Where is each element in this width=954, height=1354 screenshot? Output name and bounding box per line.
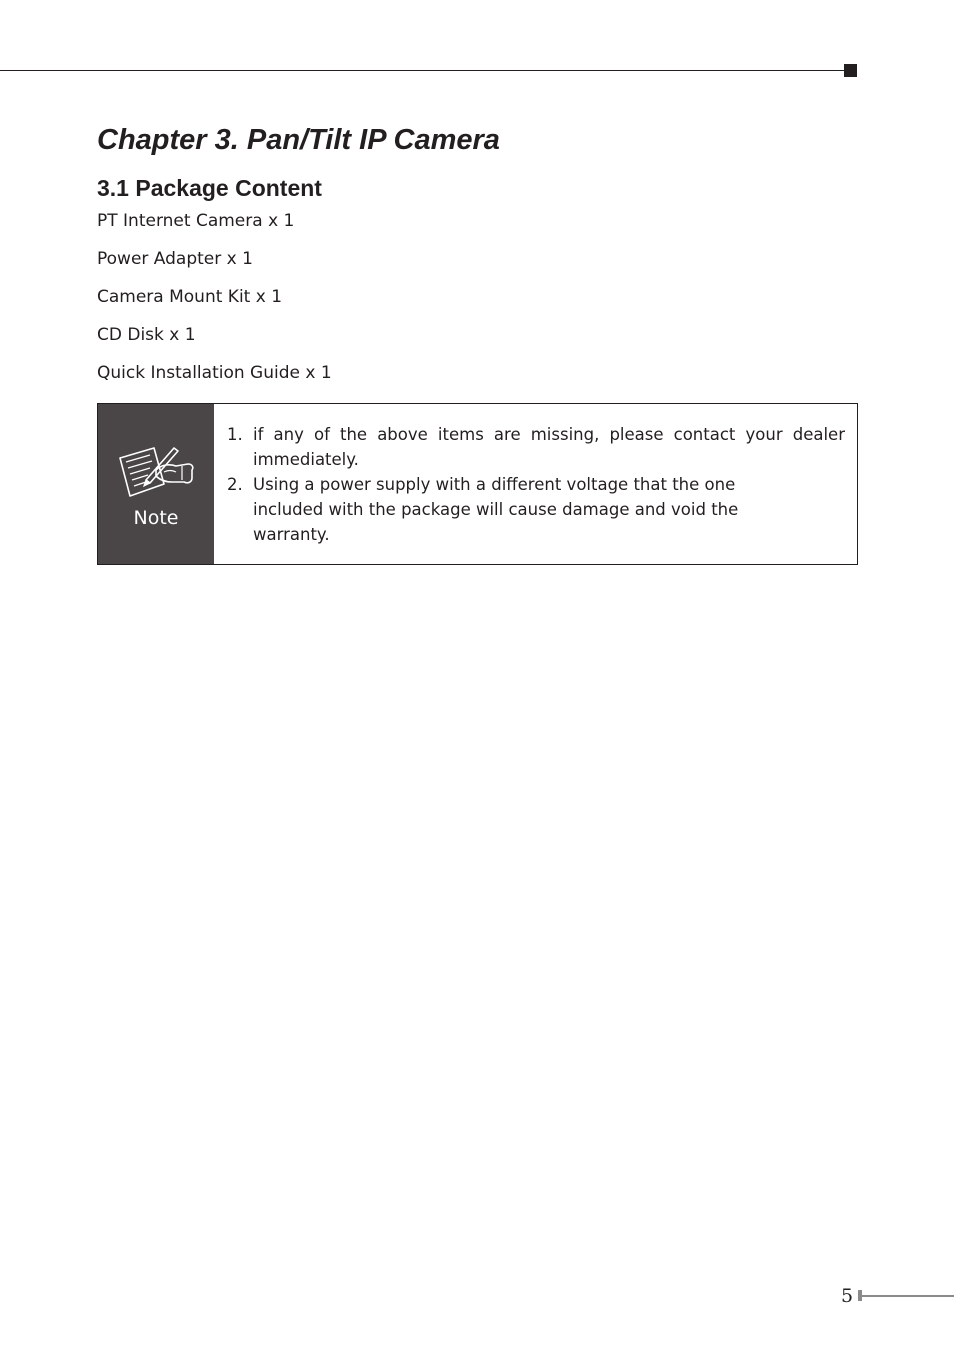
note-item-number: 2. <box>227 475 243 494</box>
package-item: PT Internet Camera x 1 <box>97 211 295 231</box>
note-box <box>97 403 858 565</box>
note-label: Note <box>133 507 179 529</box>
note-item-text: Using a power supply with a different voltage that the one included with the package will cause damage and void the warranty. <box>253 475 739 544</box>
package-item: Camera Mount Kit x 1 <box>97 287 283 307</box>
header-rule <box>0 70 848 71</box>
header-square-marker <box>844 64 857 77</box>
note-sidebar <box>98 404 214 564</box>
note-content <box>214 404 857 564</box>
package-content-list <box>97 208 332 398</box>
package-item: CD Disk x 1 <box>97 325 196 345</box>
note-list <box>227 422 845 547</box>
note-writing-hand-icon <box>116 442 196 504</box>
note-item <box>227 422 845 472</box>
package-item: Quick Installation Guide x 1 <box>97 363 332 383</box>
note-item-text: if any of the above items are missing, please contact your dealer immediately. <box>253 425 845 469</box>
page-number: 5 <box>841 1285 854 1307</box>
section-title: 3.1 Package Content <box>97 175 322 201</box>
note-item-number: 1. <box>227 425 243 444</box>
chapter-title: Chapter 3. Pan/Tilt IP Camera <box>97 124 500 156</box>
package-item: Power Adapter x 1 <box>97 249 253 269</box>
footer-rule <box>862 1295 954 1297</box>
note-item <box>227 472 783 547</box>
